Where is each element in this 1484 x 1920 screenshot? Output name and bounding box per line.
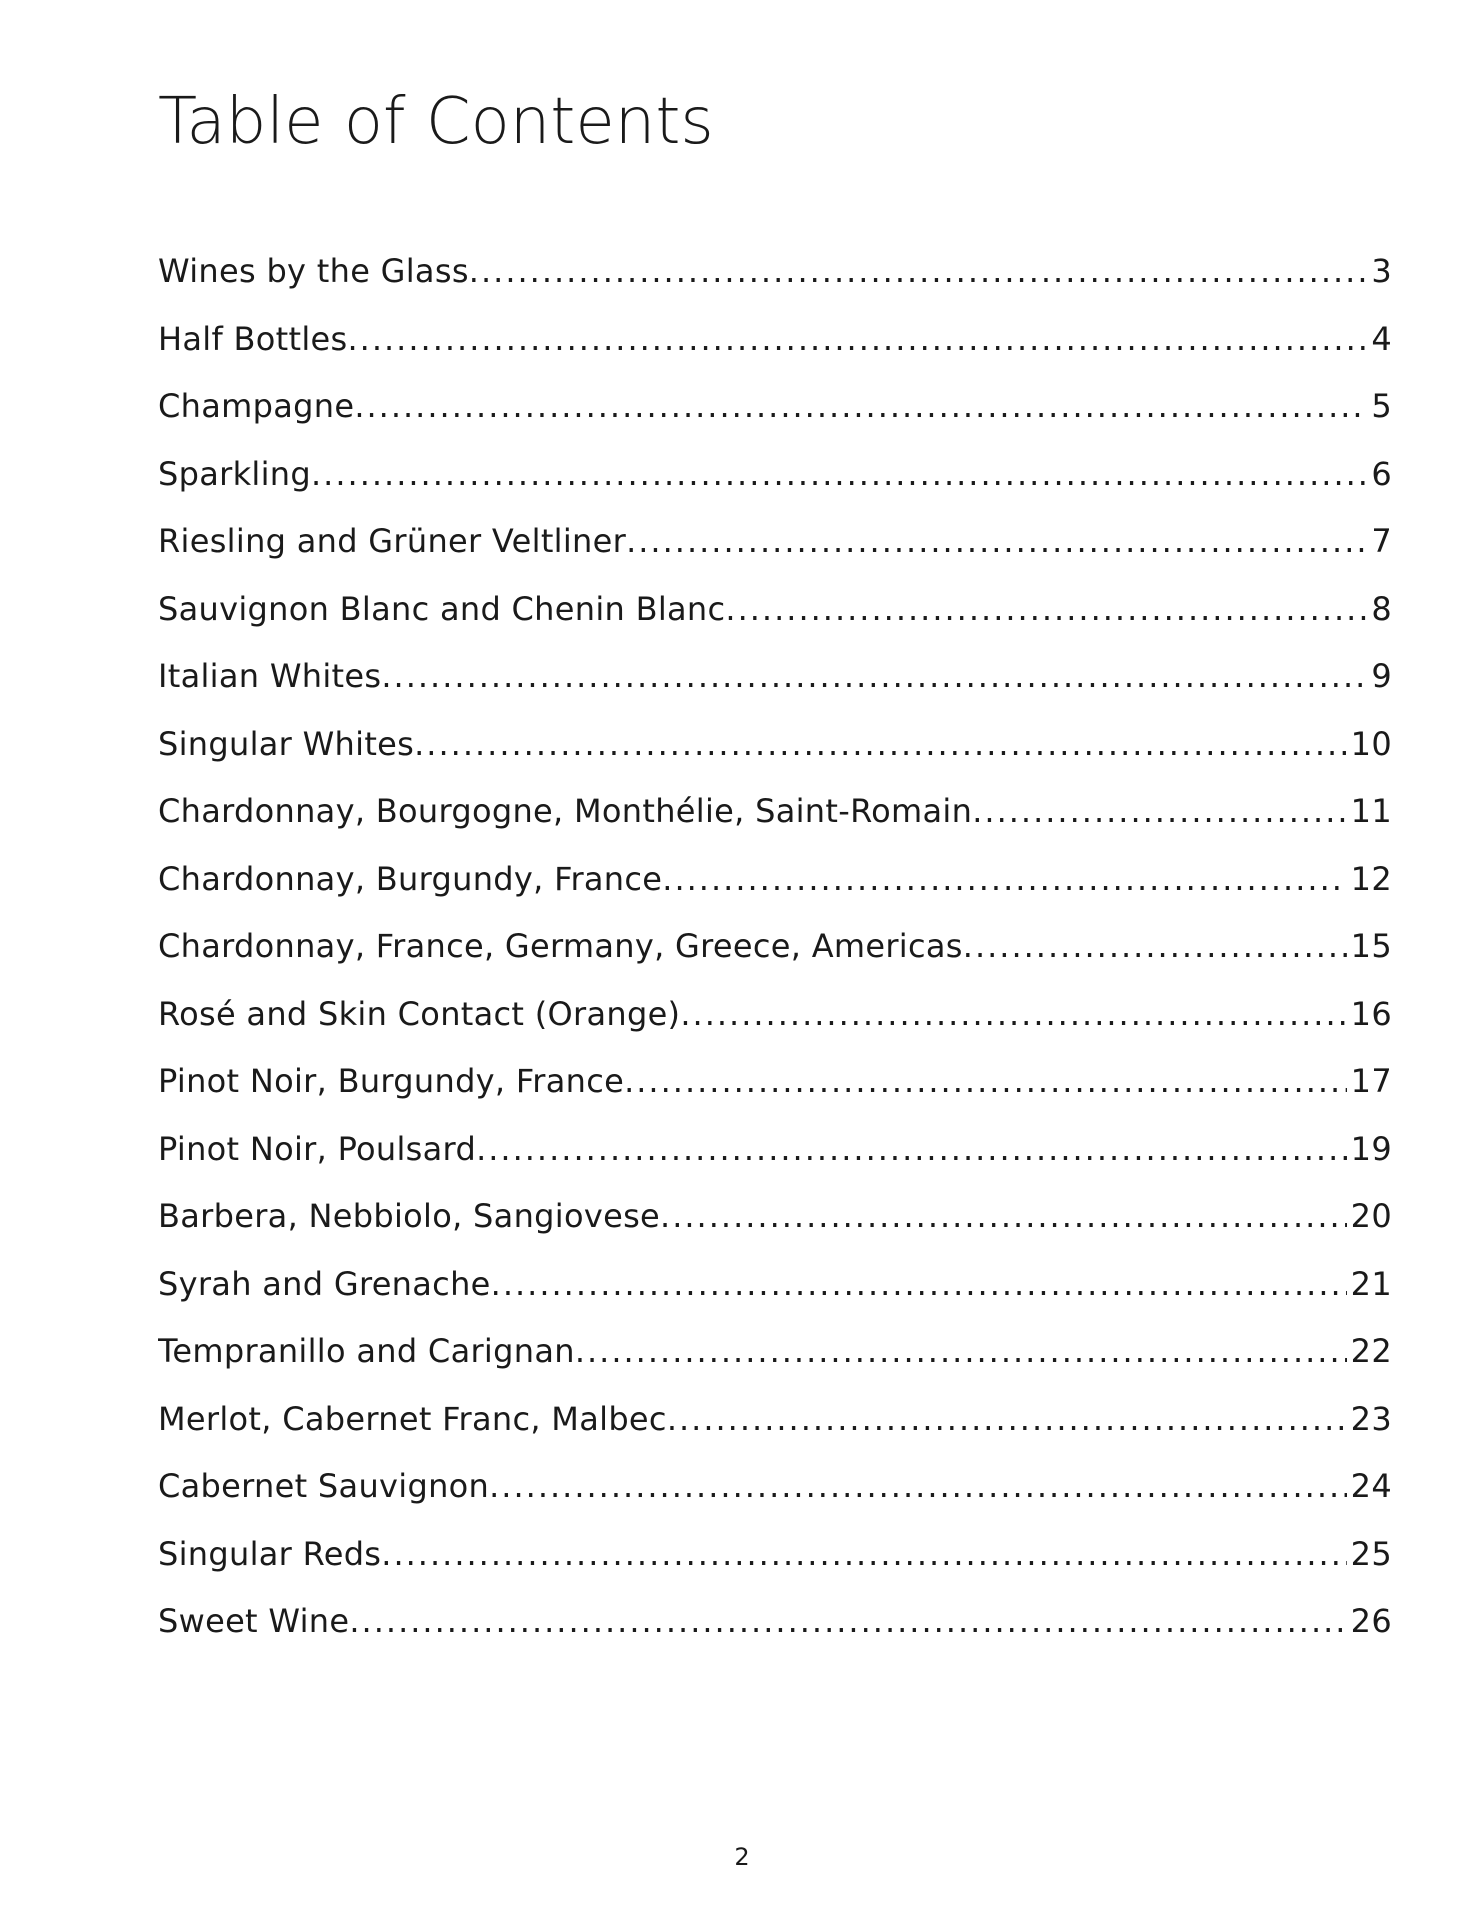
toc-entry[interactable]	[158, 854, 1392, 922]
dot-leader	[660, 1191, 1347, 1241]
toc-entry-page-number: 3	[1371, 252, 1392, 290]
dot-leader	[667, 1394, 1347, 1444]
toc-entry-page-number: 5	[1371, 387, 1392, 425]
toc-entry[interactable]	[158, 1461, 1392, 1529]
toc-entry-label: Barbera, Nebbiolo, Sangiovese	[158, 1197, 661, 1235]
toc-entry-label: Chardonnay, Burgundy, France	[158, 859, 663, 898]
toc-entry[interactable]	[158, 1326, 1392, 1394]
toc-entry-label: Sweet Wine	[158, 1602, 350, 1640]
dot-leader	[354, 381, 1367, 431]
toc-entry[interactable]	[158, 584, 1392, 652]
dot-leader	[349, 1596, 1346, 1646]
page-number: 2	[734, 1843, 750, 1871]
toc-entry[interactable]	[158, 989, 1392, 1057]
dot-leader	[963, 921, 1347, 971]
toc-entry-page-number: 21	[1350, 1264, 1392, 1303]
toc-entry-page-number: 17	[1350, 1062, 1392, 1100]
dot-leader	[381, 651, 1367, 701]
toc-entry[interactable]	[158, 786, 1392, 854]
toc-entry[interactable]	[158, 1124, 1392, 1192]
dot-leader	[489, 1461, 1347, 1511]
toc-entry-label: Rosé and Skin Contact (Orange)	[158, 994, 681, 1033]
toc-entry[interactable]	[158, 1056, 1392, 1124]
dot-leader	[624, 1056, 1347, 1106]
toc-entry-label: Chardonnay, Bourgogne, Monthélie, Saint-Romain	[158, 792, 973, 830]
toc-entry-label: Pinot Noir, Burgundy, France	[158, 1062, 625, 1100]
toc-entry-page-number: 19	[1350, 1129, 1392, 1168]
toc-entry-label: Champagne	[158, 387, 355, 425]
toc-entry-page-number: 6	[1371, 454, 1392, 493]
toc-entry[interactable]	[158, 719, 1392, 787]
toc-entry-label: Chardonnay, France, Germany, Greece, Americas	[158, 927, 963, 965]
toc-entry-label: Merlot, Cabernet Franc, Malbec	[158, 1399, 667, 1438]
toc-entry-label: Tempranillo and Carignan	[158, 1332, 575, 1370]
toc-entry-page-number: 23	[1350, 1399, 1392, 1438]
toc-entry[interactable]	[158, 651, 1392, 719]
dot-leader	[469, 246, 1368, 296]
toc-entry[interactable]	[158, 1191, 1392, 1259]
toc-entry-page-number: 11	[1350, 792, 1392, 830]
toc-entry[interactable]	[158, 449, 1392, 517]
dot-leader	[381, 1529, 1346, 1579]
toc-entry[interactable]	[158, 1596, 1392, 1664]
toc-entry-page-number: 22	[1350, 1332, 1392, 1370]
toc-entry-page-number: 10	[1350, 724, 1392, 763]
toc-entry[interactable]	[158, 381, 1392, 449]
dot-leader	[575, 1326, 1347, 1376]
toc-entry-label: Riesling and Grüner Veltliner	[158, 522, 627, 560]
toc-list	[158, 246, 1392, 1664]
toc-entry-label: Syrah and Grenache	[158, 1264, 491, 1303]
dot-leader	[972, 786, 1346, 836]
toc-entry-label: Singular Whites	[158, 724, 415, 763]
toc-entry-page-number: 8	[1371, 589, 1392, 628]
toc-entry[interactable]	[158, 1394, 1392, 1462]
toc-entry-page-number: 15	[1350, 927, 1392, 965]
toc-entry-label: Sparkling	[158, 454, 311, 493]
toc-entry[interactable]	[158, 516, 1392, 584]
toc-entry-label: Sauvignon Blanc and Chenin Blanc	[158, 589, 726, 628]
toc-entry-label: Half Bottles	[158, 319, 348, 358]
dot-leader	[311, 449, 1367, 499]
dot-leader	[491, 1259, 1347, 1309]
toc-entry-page-number: 20	[1350, 1197, 1392, 1235]
toc-entry-label: Singular Reds	[158, 1534, 382, 1573]
toc-entry[interactable]	[158, 1529, 1392, 1597]
toc-entry-label: Cabernet Sauvignon	[158, 1467, 490, 1505]
toc-entry-page-number: 16	[1350, 994, 1392, 1033]
toc-entry[interactable]	[158, 1259, 1392, 1327]
dot-leader	[476, 1124, 1347, 1174]
dot-leader	[626, 516, 1367, 566]
toc-entry-label: Italian Whites	[158, 657, 382, 695]
toc-entry-page-number: 7	[1371, 522, 1392, 560]
dot-leader	[725, 584, 1367, 634]
page-title: Table of Contents	[158, 85, 714, 159]
toc-entry-page-number: 24	[1350, 1467, 1392, 1505]
toc-entry-label: Wines by the Glass	[158, 252, 469, 290]
toc-entry-page-number: 9	[1371, 657, 1392, 695]
toc-entry-label: Pinot Noir, Poulsard	[158, 1129, 477, 1168]
dot-leader	[347, 314, 1367, 364]
toc-entry-page-number: 12	[1350, 859, 1392, 898]
toc-entry[interactable]	[158, 921, 1392, 989]
toc-entry[interactable]	[158, 246, 1392, 314]
dot-leader	[662, 854, 1346, 904]
dot-leader	[414, 719, 1347, 769]
toc-entry-page-number: 26	[1350, 1602, 1392, 1640]
toc-entry-page-number: 4	[1371, 319, 1392, 358]
toc-entry-page-number: 25	[1350, 1534, 1392, 1573]
toc-entry[interactable]	[158, 314, 1392, 382]
dot-leader	[680, 989, 1346, 1039]
